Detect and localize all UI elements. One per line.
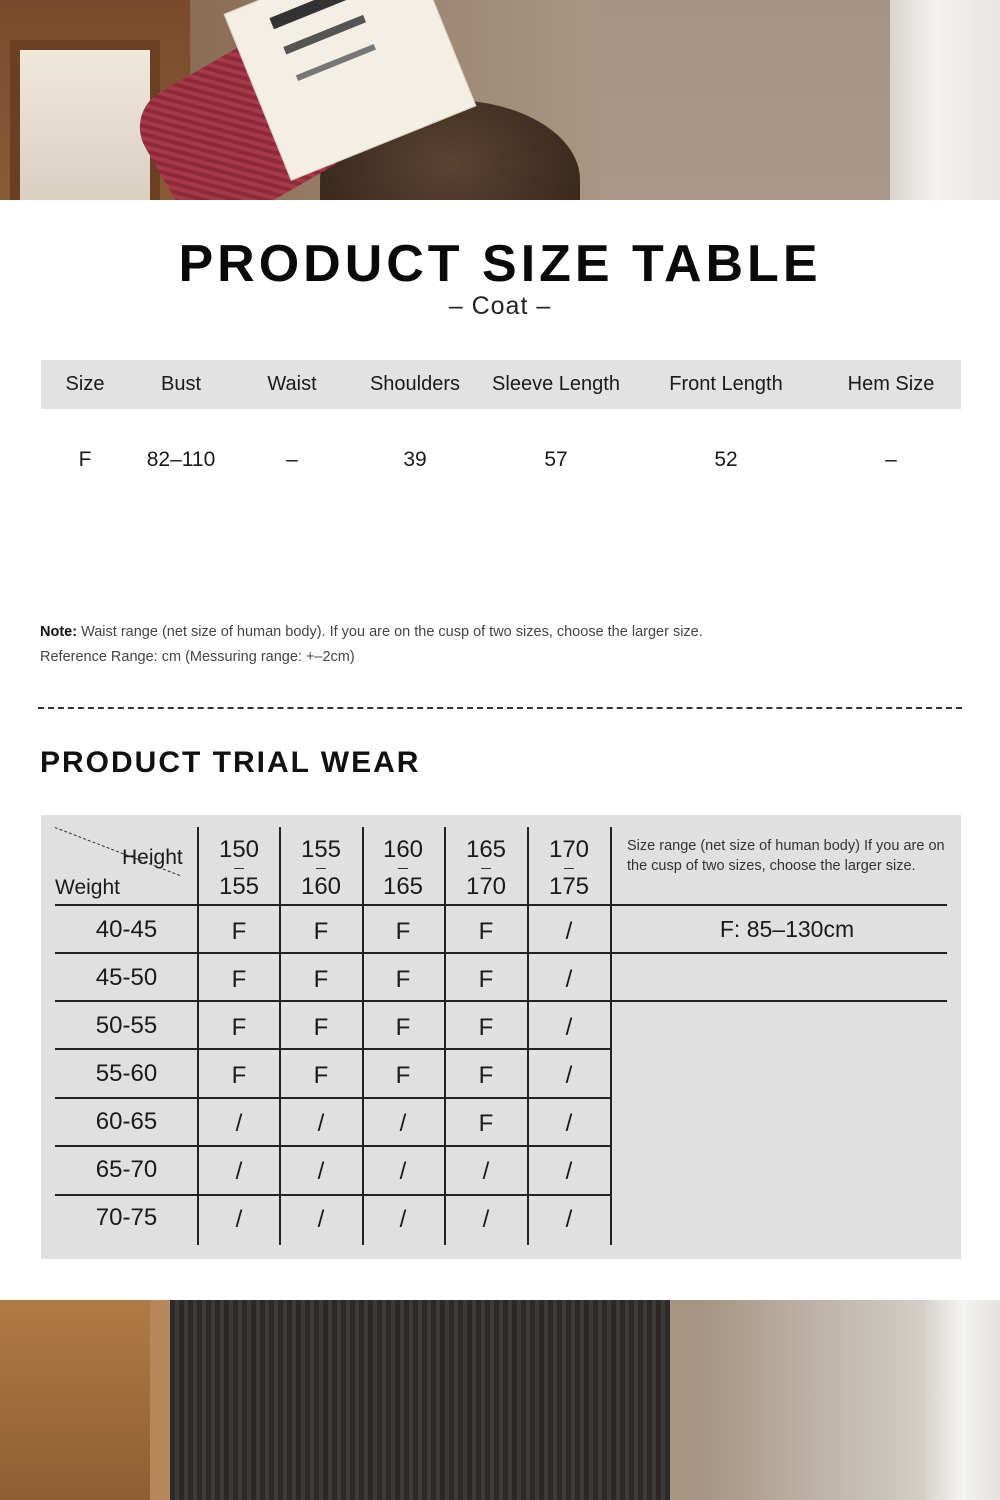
column-header-waist: Waist — [267, 373, 317, 395]
section-divider — [38, 707, 962, 709]
table-cell: F — [78, 448, 92, 471]
table-cell: / — [565, 1206, 573, 1233]
page-title: PRODUCT SIZE TABLE — [178, 235, 822, 293]
weight-range: 65-70 — [95, 1156, 158, 1183]
height-label: Height — [122, 846, 183, 869]
bottom-photo — [0, 1300, 1000, 1500]
table-cell: / — [565, 1062, 573, 1089]
table-cell: F — [478, 918, 494, 945]
table-rule — [55, 952, 947, 954]
table-cell: F — [395, 1014, 411, 1041]
table-cell: F — [478, 1110, 494, 1137]
table-cell: / — [482, 1158, 490, 1185]
weight-range: 50-55 — [95, 1012, 158, 1039]
table-rule — [55, 904, 947, 906]
product-subtitle: – Coat – — [448, 292, 552, 320]
note-label: Note: — [40, 624, 78, 640]
height-range-to: 175 — [548, 873, 590, 900]
height-range-from: 155 — [300, 836, 342, 863]
table-cell: F — [231, 918, 247, 945]
table-cell: / — [482, 1206, 490, 1233]
table-cell: / — [565, 918, 573, 945]
size-range: F: 85–130cm — [719, 916, 855, 942]
table-cell: – — [885, 448, 897, 471]
table-cell: / — [235, 1158, 243, 1185]
size-chart-panel — [0, 200, 1000, 1300]
table-cell: F — [231, 966, 247, 993]
column-header-sleeve-length: Sleeve Length — [492, 373, 620, 395]
table-cell: F — [395, 1062, 411, 1089]
table-cell: 82–110 — [146, 448, 216, 471]
table-cell: / — [399, 1206, 407, 1233]
height-range-from: 165 — [465, 836, 507, 863]
height-range-to: 165 — [382, 873, 424, 900]
table-cell: F — [313, 966, 329, 993]
column-header-front-length: Front Length — [669, 373, 783, 395]
table-cell: F — [478, 966, 494, 993]
note-text: Waist range (net size of human body). If you are on the cusp of two sizes, choose the larger size. — [77, 624, 703, 640]
table-cell: 52 — [714, 448, 738, 471]
corduroy-skirt — [170, 1300, 670, 1500]
reference-range: Reference Range: cm (Messuring range: +–2cm) — [40, 649, 355, 665]
column-header-bust: Bust — [160, 373, 202, 395]
column-header-size: Size — [65, 373, 105, 395]
table-cell: F — [231, 1014, 247, 1041]
weight-range: 40-45 — [95, 916, 158, 943]
table-cell: F — [313, 1014, 329, 1041]
table-cell: / — [565, 1110, 573, 1137]
pillar — [925, 1300, 1000, 1500]
top-photo — [0, 0, 1000, 200]
table-rule — [610, 827, 612, 1245]
table-cell: F — [395, 966, 411, 993]
height-range-to: 155 — [218, 873, 260, 900]
weight-range: 70-75 — [95, 1204, 158, 1231]
table-cell: F — [313, 1062, 329, 1089]
table-cell: / — [399, 1110, 407, 1137]
wooden-door — [0, 1300, 150, 1500]
table-cell: / — [317, 1206, 325, 1233]
table-cell: – — [286, 448, 298, 471]
weight-label: Weight — [55, 876, 120, 899]
table-cell: / — [235, 1206, 243, 1233]
section-title: PRODUCT TRIAL WEAR — [40, 746, 421, 779]
table-cell: F — [313, 918, 329, 945]
table-cell: / — [565, 1014, 573, 1041]
height-range-to: 160 — [300, 873, 342, 900]
size-table-header — [41, 360, 961, 409]
height-range-from: 150 — [218, 836, 260, 863]
table-cell: F — [478, 1062, 494, 1089]
table-cell: / — [235, 1110, 243, 1137]
weight-range: 60-65 — [95, 1108, 158, 1135]
table-cell: / — [565, 966, 573, 993]
column-header-shoulders: Shoulders — [369, 373, 461, 395]
table-cell: F — [478, 1014, 494, 1041]
size-note — [40, 624, 703, 640]
table-cell: F — [231, 1062, 247, 1089]
table-cell: / — [399, 1158, 407, 1185]
height-range-to: 170 — [465, 873, 507, 900]
column-header-hem-size: Hem Size — [847, 373, 935, 395]
height-range-from: 170 — [548, 836, 590, 863]
pillar — [890, 0, 1000, 200]
table-rule — [55, 1000, 947, 1002]
table-cell: 57 — [544, 448, 568, 471]
wall — [600, 0, 890, 200]
trial-note: Size range (net size of human body) If you are on the cusp of two sizes, choose the larger size. — [627, 838, 945, 874]
table-cell: F — [395, 918, 411, 945]
weight-range: 45-50 — [95, 964, 158, 991]
table-cell: 39 — [403, 448, 427, 471]
weight-range: 55-60 — [95, 1060, 158, 1087]
height-range-from: 160 — [382, 836, 424, 863]
table-cell: / — [317, 1158, 325, 1185]
table-cell: / — [317, 1110, 325, 1137]
table-cell: / — [565, 1158, 573, 1185]
